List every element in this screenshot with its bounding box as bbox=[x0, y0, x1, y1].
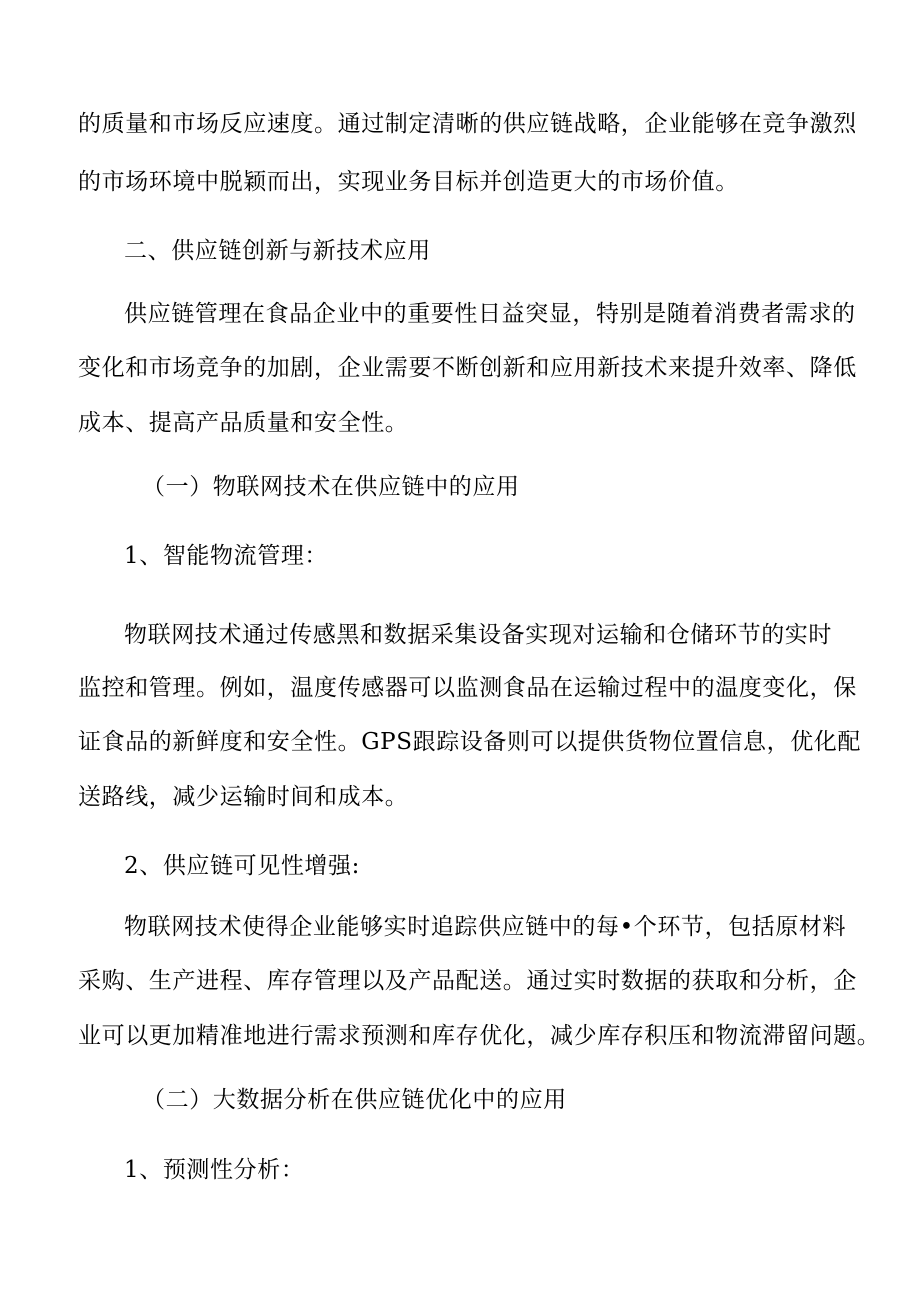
item-title: 1、智能物流管理： bbox=[124, 543, 329, 569]
paragraph-line: 变化和市场竞争的加剧，企业需要不断创新和应用新技术来提升效率、降低 bbox=[78, 355, 857, 381]
paragraph-line: 的市场环境中脱颖而出，实现业务目标并创造更大的市场价值。 bbox=[78, 169, 739, 195]
paragraph-line: 证食品的新鲜度和安全性。GPS跟踪设备则可以提供货物位置信息，优化配 bbox=[78, 729, 862, 755]
section-heading: 二、供应链创新与新技术应用 bbox=[124, 238, 431, 264]
paragraph-line: 物联网技术使得企业能够实时追踪供应链中的每•个环节，包括原材料 bbox=[124, 914, 847, 940]
paragraph-line: 监控和管理。例如，温度传感器可以监测食品在运输过程中的温度变化，保 bbox=[78, 675, 857, 701]
subsection-heading: （一）物联网技术在供应链中的应用 bbox=[142, 474, 520, 500]
paragraph-line: 业可以更加精准地进行需求预测和库存优化，减少库存积压和物流滞留问题。 bbox=[78, 1023, 881, 1049]
item-title: 2、供应链可见性增强: bbox=[124, 853, 360, 879]
paragraph-line: 成本、提高产品质量和安全性。 bbox=[78, 410, 409, 436]
item-title: 1、预测性分析： bbox=[124, 1157, 305, 1183]
paragraph-line: 送路线，减少运输时间和成本。 bbox=[78, 784, 409, 810]
paragraph-line: 供应链管理在食品企业中的重要性日益突显，特别是随着消费者需求的 bbox=[124, 301, 856, 327]
paragraph-line: 物联网技术通过传感黑和数据采集设备实现对运输和仓储环节的实时 bbox=[124, 622, 832, 648]
subsection-heading: （二）大数据分析在供应链优化中的应用 bbox=[142, 1087, 567, 1113]
paragraph-line: 采购、生产进程、库存管理以及产品配送。通过实时数据的获取和分析，企 bbox=[78, 968, 857, 994]
paragraph-line: 的质量和市场反应速度。通过制定清晰的供应链战略，企业能够在竞争激烈 bbox=[78, 111, 857, 137]
